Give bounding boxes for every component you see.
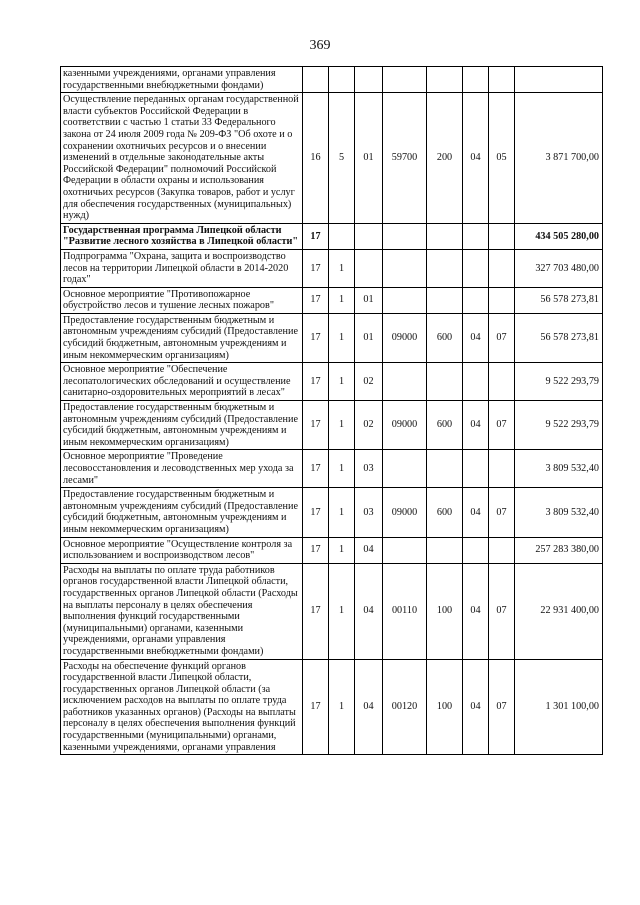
table-row <box>61 537 603 563</box>
col-section <box>463 287 489 313</box>
col-subsection: 07 <box>489 659 515 755</box>
table-row <box>61 287 603 313</box>
row-amount <box>515 67 603 93</box>
col-event: 04 <box>355 537 383 563</box>
col-expense-type <box>427 363 463 401</box>
row-amount: 56 578 273,81 <box>515 287 603 313</box>
table-body <box>61 67 603 755</box>
col-direction <box>383 450 427 488</box>
table-row <box>61 563 603 659</box>
col-program <box>329 223 355 249</box>
row-amount: 257 283 380,00 <box>515 537 603 563</box>
col-direction: 00110 <box>383 563 427 659</box>
col-subsection <box>489 363 515 401</box>
table-row <box>61 67 603 93</box>
col-expense-type: 100 <box>427 659 463 755</box>
col-section: 04 <box>463 313 489 362</box>
table-row <box>61 249 603 287</box>
col-event <box>355 249 383 287</box>
col-program: 1 <box>329 563 355 659</box>
col-ministry: 17 <box>303 401 329 450</box>
col-direction <box>383 67 427 93</box>
col-event: 01 <box>355 93 383 224</box>
row-name: казенными учреждениями, органами управления государственными внебюджетными фондами) <box>61 67 303 93</box>
col-ministry: 17 <box>303 563 329 659</box>
row-name: Основное мероприятие "Осуществление контроля за использованием и воспроизводством лесов" <box>61 537 303 563</box>
col-program: 5 <box>329 93 355 224</box>
col-section: 04 <box>463 401 489 450</box>
table-row <box>61 223 603 249</box>
col-subsection <box>489 67 515 93</box>
col-direction <box>383 223 427 249</box>
col-program: 1 <box>329 401 355 450</box>
row-name: Предоставление государственным бюджетным и автономным учреждениям субсидий (Предоставление субсидий бюджетным, автономным учреждениям и иным некоммерческим организациям) <box>61 488 303 537</box>
col-expense-type: 600 <box>427 401 463 450</box>
col-subsection: 05 <box>489 93 515 224</box>
row-name: Подпрограмма "Охрана, защита и воспроизводство лесов на территории Липецкой области в 2014-2020 годах" <box>61 249 303 287</box>
col-event: 02 <box>355 363 383 401</box>
row-amount: 3 871 700,00 <box>515 93 603 224</box>
col-program: 1 <box>329 287 355 313</box>
col-expense-type: 200 <box>427 93 463 224</box>
table-row <box>61 401 603 450</box>
col-event: 04 <box>355 659 383 755</box>
col-direction: 09000 <box>383 488 427 537</box>
col-event: 01 <box>355 287 383 313</box>
col-subsection: 07 <box>489 401 515 450</box>
col-ministry: 17 <box>303 488 329 537</box>
col-program: 1 <box>329 450 355 488</box>
col-program: 1 <box>329 313 355 362</box>
col-expense-type: 100 <box>427 563 463 659</box>
row-name: Осуществление переданных органам государственной власти субъектов Российской Федерации в соответствии с частью 1 статьи 33 Федерального закона от 24 июля 2009 года № 209-ФЗ "Об охоте и о сохранении охотничьих ресурсов и о внесении изменений в отдельные законодательные акты Российской Федерации" полномочий Российской Федерации в области охраны и использования охотничьих ресурсов (Закупка товаров, работ и услуг для обеспечения государственных (муниципальных) нужд) <box>61 93 303 224</box>
col-program: 1 <box>329 488 355 537</box>
row-name: Предоставление государственным бюджетным и автономным учреждениям субсидий (Предоставление субсидий бюджетным, автономным учреждениям и иным некоммерческим организациям) <box>61 401 303 450</box>
col-event: 01 <box>355 313 383 362</box>
table-row <box>61 659 603 755</box>
page-number: 369 <box>309 38 331 53</box>
col-ministry <box>303 67 329 93</box>
col-section: 04 <box>463 488 489 537</box>
row-name: Предоставление государственным бюджетным и автономным учреждениям субсидий (Предоставление субсидий бюджетным, автономным учреждениям и иным некоммерческим организациям) <box>61 313 303 362</box>
col-program: 1 <box>329 363 355 401</box>
col-subsection <box>489 450 515 488</box>
col-program: 1 <box>329 249 355 287</box>
col-subsection <box>489 287 515 313</box>
col-section: 04 <box>463 93 489 224</box>
col-program: 1 <box>329 659 355 755</box>
col-direction <box>383 249 427 287</box>
row-amount: 327 703 480,00 <box>515 249 603 287</box>
col-ministry: 17 <box>303 363 329 401</box>
col-section: 04 <box>463 563 489 659</box>
col-expense-type <box>427 223 463 249</box>
col-subsection <box>489 223 515 249</box>
col-direction: 09000 <box>383 313 427 362</box>
row-amount: 22 931 400,00 <box>515 563 603 659</box>
col-subsection <box>489 249 515 287</box>
col-ministry: 17 <box>303 659 329 755</box>
col-expense-type <box>427 450 463 488</box>
table-row <box>61 450 603 488</box>
col-direction <box>383 537 427 563</box>
col-section <box>463 249 489 287</box>
col-section <box>463 67 489 93</box>
col-direction: 59700 <box>383 93 427 224</box>
row-name: Основное мероприятие "Проведение лесовосстановления и лесоводственных мер ухода за лесами" <box>61 450 303 488</box>
col-section: 04 <box>463 659 489 755</box>
col-section <box>463 363 489 401</box>
row-name: Расходы на выплаты по оплате труда работников органов государственной власти Липецкой области, государственных органов Липецкой области (Расходы на выплаты персоналу в целях обеспечения выполнения функций государственными (муниципальными) органами, казенными учреждениями, органами управления государственными внебюджетными фондами) <box>61 563 303 659</box>
col-ministry: 17 <box>303 287 329 313</box>
col-direction: 09000 <box>383 401 427 450</box>
col-expense-type: 600 <box>427 488 463 537</box>
col-event: 02 <box>355 401 383 450</box>
table-row <box>61 313 603 362</box>
col-event <box>355 223 383 249</box>
table-row <box>61 488 603 537</box>
col-section <box>463 537 489 563</box>
col-ministry: 17 <box>303 223 329 249</box>
col-event: 04 <box>355 563 383 659</box>
row-amount: 9 522 293,79 <box>515 363 603 401</box>
col-subsection: 07 <box>489 313 515 362</box>
col-ministry: 17 <box>303 313 329 362</box>
col-program <box>329 67 355 93</box>
col-direction <box>383 287 427 313</box>
table-row <box>61 363 603 401</box>
row-amount: 9 522 293,79 <box>515 401 603 450</box>
col-event: 03 <box>355 488 383 537</box>
col-subsection: 07 <box>489 563 515 659</box>
row-name: Расходы на обеспечение функций органов государственной власти Липецкой области, государственных органов Липецкой области (за исключением расходов на выплаты по оплате труда работников указанных органов) (Расходы на выплаты персоналу в целях обеспечения выполнения функций государственными (муниципальными) органами, казенными учреждениями, органами управления <box>61 659 303 755</box>
row-name: Основное мероприятие "Обеспечение лесопатологических обследований и осуществление санитарно-оздоровительных мероприятий в лесах" <box>61 363 303 401</box>
col-direction <box>383 363 427 401</box>
col-expense-type: 600 <box>427 313 463 362</box>
col-subsection: 07 <box>489 488 515 537</box>
col-section <box>463 223 489 249</box>
col-event <box>355 67 383 93</box>
budget-table <box>60 66 603 755</box>
col-program: 1 <box>329 537 355 563</box>
row-amount: 1 301 100,00 <box>515 659 603 755</box>
col-expense-type <box>427 287 463 313</box>
col-ministry: 17 <box>303 450 329 488</box>
col-expense-type <box>427 249 463 287</box>
col-ministry: 17 <box>303 249 329 287</box>
row-amount: 56 578 273,81 <box>515 313 603 362</box>
col-event: 03 <box>355 450 383 488</box>
col-expense-type <box>427 537 463 563</box>
col-ministry: 16 <box>303 93 329 224</box>
col-ministry: 17 <box>303 537 329 563</box>
row-amount: 434 505 280,00 <box>515 223 603 249</box>
col-section <box>463 450 489 488</box>
row-amount: 3 809 532,40 <box>515 450 603 488</box>
col-subsection <box>489 537 515 563</box>
row-name: Основное мероприятие "Противопожарное обустройство лесов и тушение лесных пожаров" <box>61 287 303 313</box>
col-expense-type <box>427 67 463 93</box>
row-name: Государственная программа Липецкой области "Развитие лесного хозяйства в Липецкой области" <box>61 223 303 249</box>
row-amount: 3 809 532,40 <box>515 488 603 537</box>
table-row <box>61 93 603 224</box>
col-direction: 00120 <box>383 659 427 755</box>
